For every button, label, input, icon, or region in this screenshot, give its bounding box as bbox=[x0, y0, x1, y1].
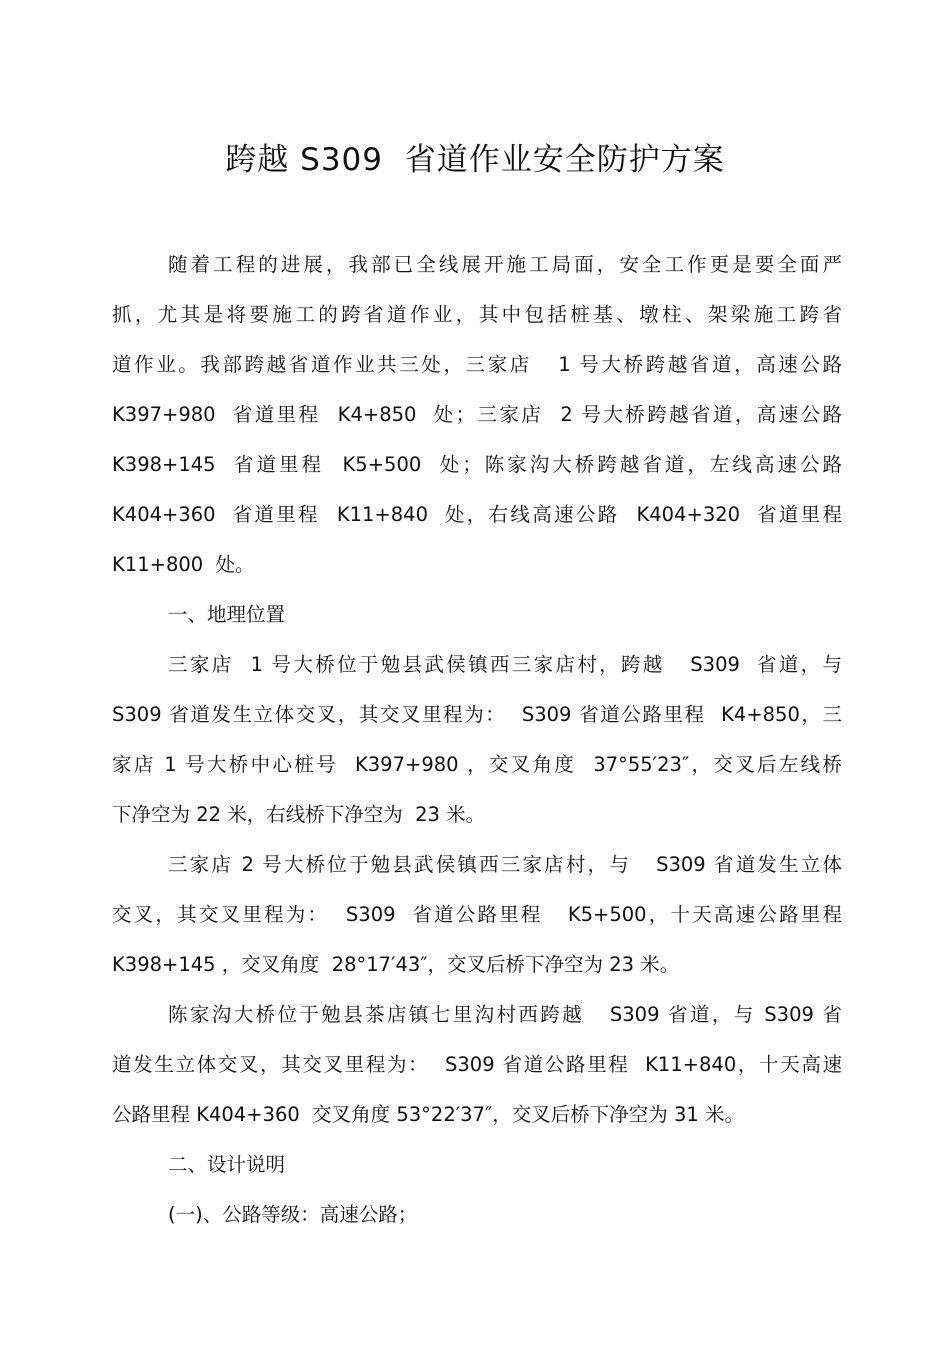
text-line: 随着工程的进展，我部已全线展开施工局面，安全工作更是要全面严 bbox=[168, 253, 842, 276]
text-line: K11+800 处。 bbox=[112, 553, 255, 576]
document-title: 跨越 S309 省道作业安全防护方案 bbox=[225, 142, 725, 178]
text-line: K397+980 省道里程 K4+850 处；三家店 2 号大桥跨越省道，高速公路 bbox=[112, 403, 842, 426]
text-line: K398+145 省道里程 K5+500 处；陈家沟大桥跨越省道，左线高速公路 bbox=[112, 453, 842, 476]
text-line: 道作业。我部跨越省道作业共三处，三家店 1 号大桥跨越省道，高速公路 bbox=[112, 353, 842, 376]
list-item: (一)、公路等级：高速公路； bbox=[168, 1203, 418, 1226]
text-line: K404+360 省道里程 K11+840 处，右线高速公路 K404+320 省道里程 bbox=[112, 503, 842, 526]
text-line: 抓，尤其是将要施工的跨省道作业，其中包括桩基、墩柱、架梁施工跨省 bbox=[112, 303, 842, 326]
text-line: K398+145 ，交叉角度 28°17′43″，交叉后桥下净空为 23 米。 bbox=[112, 953, 680, 976]
text-line: 道发生立体交叉，其交叉里程为： S309 省道公路里程 K11+840，十天高速 bbox=[112, 1053, 842, 1076]
text-line: 三家店 2 号大桥位于勉县武侯镇西三家店村，与 S309 省道发生立体 bbox=[168, 853, 842, 876]
text-line: 下净空为 22 米，右线桥下净空为 23 米。 bbox=[112, 803, 486, 826]
text-line: 交叉，其交叉里程为： S309 省道公路里程 K5+500，十天高速公路里程 bbox=[112, 903, 842, 926]
section-heading: 二、设计说明 bbox=[168, 1153, 286, 1176]
text-line: S309 省道发生立体交叉，其交叉里程为： S309 省道公路里程 K4+850，三 bbox=[112, 703, 842, 726]
text-line: 公路里程 K404+360 交叉角度 53°22′37″，交叉后桥下净空为 31 米。 bbox=[112, 1103, 744, 1126]
text-line: 三家店 1 号大桥位于勉县武侯镇西三家店村，跨越 S309 省道，与 bbox=[168, 653, 842, 676]
text-line: 陈家沟大桥位于勉县茶店镇七里沟村西跨越 S309 省道，与 S309 省 bbox=[168, 1003, 842, 1026]
section-heading: 一、地理位置 bbox=[168, 603, 286, 626]
text-line: 家店 1 号大桥中心桩号 K397+980 ，交叉角度 37°55′23″，交叉后左线桥 bbox=[112, 753, 842, 776]
